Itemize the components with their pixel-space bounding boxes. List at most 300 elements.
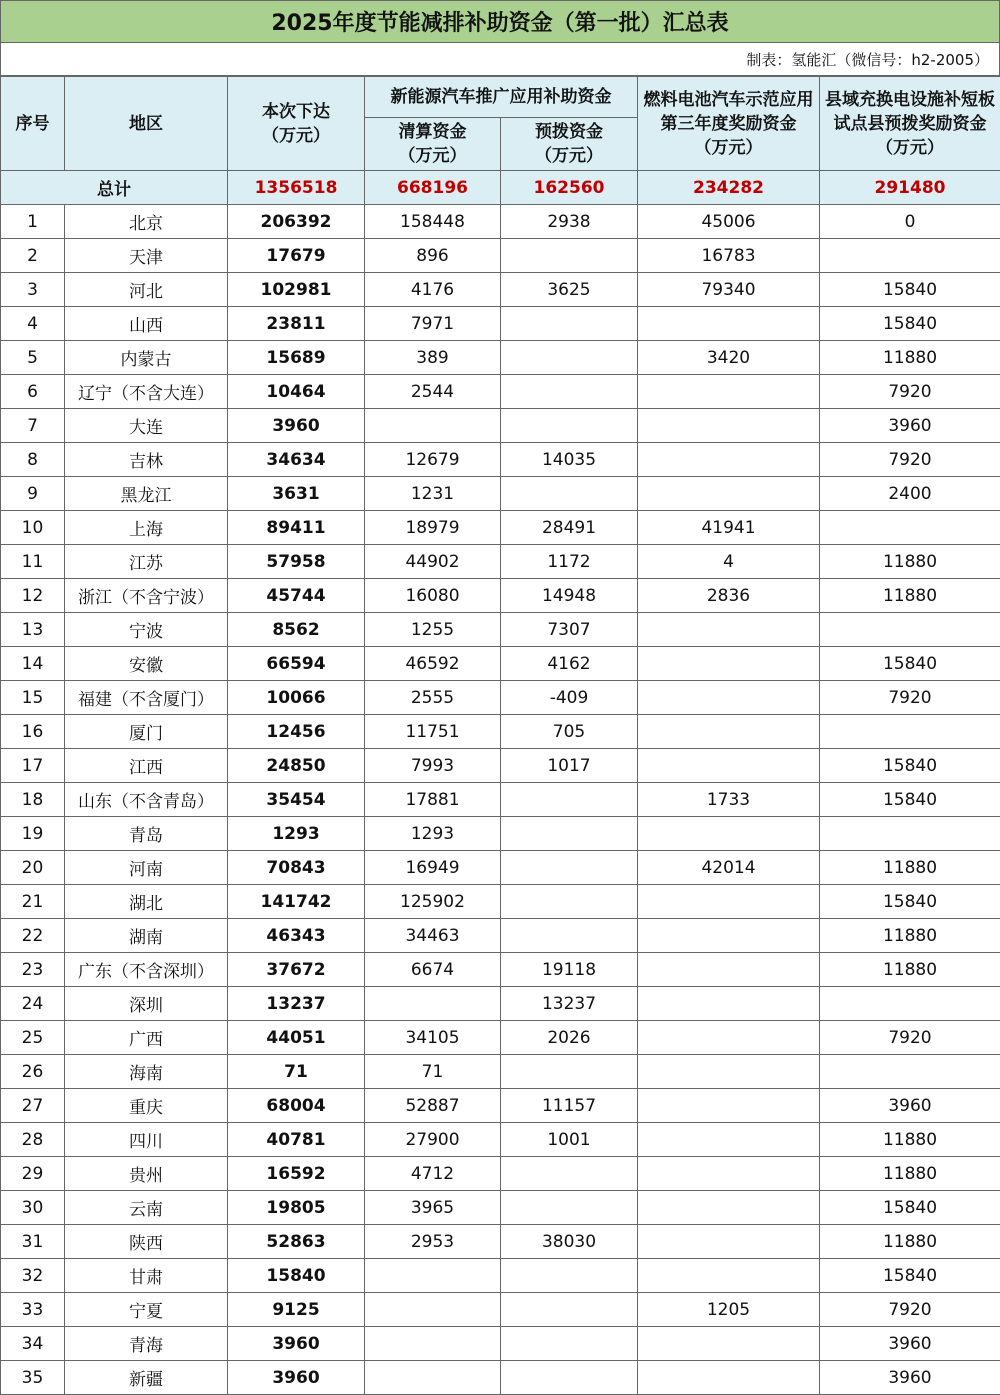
cell-nev-advance: 1001: [501, 1123, 638, 1157]
cell-fcv: [638, 613, 820, 647]
header-nev-advance: 预拨资金 （万元）: [501, 118, 638, 171]
cell-nev-settle: 4712: [365, 1157, 501, 1191]
cell-issued: 89411: [228, 511, 365, 545]
table-row: [1, 1225, 1000, 1259]
cell-nev-settle: 1293: [365, 817, 501, 851]
cell-fcv: [638, 1361, 820, 1395]
cell-region: 厦门: [65, 715, 228, 749]
cell-seq: 10: [1, 511, 65, 545]
cell-nev-settle: 389: [365, 341, 501, 375]
table-row: [1, 205, 1000, 239]
cell-nev-settle: 158448: [365, 205, 501, 239]
table-row: [1, 1191, 1000, 1225]
cell-region: 云南: [65, 1191, 228, 1225]
cell-seq: 31: [1, 1225, 65, 1259]
cell-nev-settle: 16080: [365, 579, 501, 613]
cell-nev-advance: 28491: [501, 511, 638, 545]
cell-region: 广东（不含深圳）: [65, 953, 228, 987]
table-row: [1, 1157, 1000, 1191]
cell-nev-advance: [501, 783, 638, 817]
cell-seq: 25: [1, 1021, 65, 1055]
table-row: [1, 715, 1000, 749]
cell-issued: 9125: [228, 1293, 365, 1327]
cell-fcv: [638, 681, 820, 715]
cell-county: 15840: [820, 273, 1000, 307]
table-row: [1, 851, 1000, 885]
total-nev-settle: 668196: [365, 171, 501, 205]
cell-fcv: [638, 1021, 820, 1055]
cell-nev-advance: [501, 239, 638, 273]
cell-nev-advance: 14948: [501, 579, 638, 613]
cell-county: 11880: [820, 919, 1000, 953]
table-row: [1, 919, 1000, 953]
cell-seq: 16: [1, 715, 65, 749]
cell-issued: 206392: [228, 205, 365, 239]
cell-region: 宁波: [65, 613, 228, 647]
cell-region: 四川: [65, 1123, 228, 1157]
cell-nev-advance: 1172: [501, 545, 638, 579]
cell-nev-advance: [501, 1259, 638, 1293]
cell-fcv: [638, 749, 820, 783]
table-row: [1, 885, 1000, 919]
cell-region: 重庆: [65, 1089, 228, 1123]
cell-county: 15840: [820, 1191, 1000, 1225]
credit-note: 制表：氢能汇（微信号：h2-2005）: [0, 43, 1000, 76]
total-label: 总计: [1, 171, 228, 205]
header-region: 地区: [65, 77, 228, 171]
cell-nev-advance: 14035: [501, 443, 638, 477]
cell-county: [820, 1055, 1000, 1089]
cell-seq: 11: [1, 545, 65, 579]
cell-nev-advance: 7307: [501, 613, 638, 647]
cell-fcv: [638, 987, 820, 1021]
cell-issued: 10066: [228, 681, 365, 715]
table-row: [1, 1123, 1000, 1157]
cell-region: 辽宁（不含大连）: [65, 375, 228, 409]
cell-fcv: [638, 919, 820, 953]
cell-nev-settle: 34463: [365, 919, 501, 953]
cell-region: 大连: [65, 409, 228, 443]
cell-nev-advance: 11157: [501, 1089, 638, 1123]
cell-nev-settle: 3965: [365, 1191, 501, 1225]
cell-region: 天津: [65, 239, 228, 273]
cell-region: 内蒙古: [65, 341, 228, 375]
cell-issued: 13237: [228, 987, 365, 1021]
cell-seq: 1: [1, 205, 65, 239]
cell-region: 吉林: [65, 443, 228, 477]
table-row: [1, 477, 1000, 511]
cell-region: 上海: [65, 511, 228, 545]
cell-county: 7920: [820, 443, 1000, 477]
table-row: [1, 1055, 1000, 1089]
table-row: [1, 749, 1000, 783]
cell-issued: 3960: [228, 1361, 365, 1395]
cell-nev-advance: [501, 1327, 638, 1361]
cell-issued: 15840: [228, 1259, 365, 1293]
table-header: [1, 77, 1000, 171]
cell-issued: 8562: [228, 613, 365, 647]
table-row: [1, 375, 1000, 409]
cell-nev-settle: 1231: [365, 477, 501, 511]
cell-county: 11880: [820, 1157, 1000, 1191]
cell-fcv: [638, 375, 820, 409]
cell-nev-advance: 4162: [501, 647, 638, 681]
cell-county: 15840: [820, 749, 1000, 783]
cell-issued: 34634: [228, 443, 365, 477]
cell-region: 安徽: [65, 647, 228, 681]
cell-seq: 6: [1, 375, 65, 409]
cell-issued: 10464: [228, 375, 365, 409]
cell-region: 江西: [65, 749, 228, 783]
cell-county: 11880: [820, 953, 1000, 987]
cell-county: 7920: [820, 375, 1000, 409]
cell-nev-advance: 13237: [501, 987, 638, 1021]
cell-county: 3960: [820, 1361, 1000, 1395]
cell-nev-advance: [501, 851, 638, 885]
cell-nev-advance: [501, 477, 638, 511]
table-row: [1, 647, 1000, 681]
cell-issued: 71: [228, 1055, 365, 1089]
cell-nev-settle: 46592: [365, 647, 501, 681]
header-nev-group: 新能源汽车推广应用补助资金: [365, 77, 638, 118]
table-row: [1, 1021, 1000, 1055]
cell-county: 15840: [820, 1259, 1000, 1293]
cell-fcv: 2836: [638, 579, 820, 613]
cell-nev-advance: [501, 885, 638, 919]
cell-region: 广西: [65, 1021, 228, 1055]
cell-nev-advance: [501, 1293, 638, 1327]
cell-region: 新疆: [65, 1361, 228, 1395]
cell-issued: 12456: [228, 715, 365, 749]
cell-county: [820, 715, 1000, 749]
table-row: [1, 273, 1000, 307]
table-row: [1, 409, 1000, 443]
table-row: [1, 1327, 1000, 1361]
sheet-title: 2025年度节能减排补助资金（第一批）汇总表: [0, 0, 1000, 43]
cell-region: 福建（不含厦门）: [65, 681, 228, 715]
cell-region: 河南: [65, 851, 228, 885]
cell-region: 黑龙江: [65, 477, 228, 511]
cell-county: 3960: [820, 1089, 1000, 1123]
cell-nev-advance: 1017: [501, 749, 638, 783]
cell-issued: 35454: [228, 783, 365, 817]
table-row: [1, 1361, 1000, 1395]
cell-nev-settle: [365, 1293, 501, 1327]
cell-nev-settle: 12679: [365, 443, 501, 477]
cell-nev-advance: [501, 817, 638, 851]
cell-county: 11880: [820, 851, 1000, 885]
cell-issued: 3960: [228, 1327, 365, 1361]
table-row: [1, 987, 1000, 1021]
cell-issued: 16592: [228, 1157, 365, 1191]
cell-seq: 4: [1, 307, 65, 341]
cell-fcv: 42014: [638, 851, 820, 885]
cell-region: 宁夏: [65, 1293, 228, 1327]
cell-nev-settle: 17881: [365, 783, 501, 817]
cell-issued: 70843: [228, 851, 365, 885]
cell-seq: 27: [1, 1089, 65, 1123]
cell-fcv: [638, 443, 820, 477]
cell-fcv: [638, 1157, 820, 1191]
table-row: [1, 817, 1000, 851]
header-issued: 本次下达 （万元）: [228, 77, 365, 171]
cell-region: 深圳: [65, 987, 228, 1021]
cell-seq: 8: [1, 443, 65, 477]
cell-fcv: [638, 1089, 820, 1123]
cell-seq: 15: [1, 681, 65, 715]
cell-fcv: 45006: [638, 205, 820, 239]
cell-fcv: [638, 953, 820, 987]
total-row: [1, 171, 1000, 205]
table-row: [1, 1089, 1000, 1123]
total-issued: 1356518: [228, 171, 365, 205]
cell-issued: 66594: [228, 647, 365, 681]
cell-seq: 30: [1, 1191, 65, 1225]
cell-fcv: [638, 1327, 820, 1361]
cell-nev-advance: [501, 375, 638, 409]
cell-seq: 18: [1, 783, 65, 817]
cell-seq: 21: [1, 885, 65, 919]
cell-county: [820, 613, 1000, 647]
cell-nev-advance: [501, 919, 638, 953]
cell-fcv: 16783: [638, 239, 820, 273]
cell-nev-advance: [501, 1055, 638, 1089]
header-seq: 序号: [1, 77, 65, 171]
cell-nev-advance: 2938: [501, 205, 638, 239]
cell-county: [820, 511, 1000, 545]
cell-seq: 17: [1, 749, 65, 783]
cell-fcv: 1733: [638, 783, 820, 817]
table-row: [1, 1293, 1000, 1327]
cell-nev-settle: 44902: [365, 545, 501, 579]
cell-nev-settle: 7993: [365, 749, 501, 783]
cell-fcv: 79340: [638, 273, 820, 307]
cell-nev-advance: 3625: [501, 273, 638, 307]
cell-seq: 24: [1, 987, 65, 1021]
cell-nev-settle: 27900: [365, 1123, 501, 1157]
cell-nev-settle: [365, 409, 501, 443]
cell-nev-settle: 896: [365, 239, 501, 273]
table-row: [1, 1259, 1000, 1293]
cell-region: 陕西: [65, 1225, 228, 1259]
cell-county: 2400: [820, 477, 1000, 511]
cell-fcv: [638, 1055, 820, 1089]
total-nev-advance: 162560: [501, 171, 638, 205]
cell-fcv: 41941: [638, 511, 820, 545]
table-row: [1, 579, 1000, 613]
table-row: [1, 443, 1000, 477]
cell-issued: 40781: [228, 1123, 365, 1157]
table-row: [1, 545, 1000, 579]
cell-nev-advance: 19118: [501, 953, 638, 987]
table-row: [1, 953, 1000, 987]
cell-county: 15840: [820, 647, 1000, 681]
cell-nev-settle: 2555: [365, 681, 501, 715]
cell-county: 0: [820, 205, 1000, 239]
cell-region: 浙江（不含宁波）: [65, 579, 228, 613]
cell-fcv: [638, 1225, 820, 1259]
cell-seq: 9: [1, 477, 65, 511]
cell-issued: 19805: [228, 1191, 365, 1225]
header-fcv: 燃料电池汽车示范应用第三年度奖励资金 （万元）: [638, 77, 820, 171]
cell-nev-advance: 38030: [501, 1225, 638, 1259]
cell-county: 3960: [820, 1327, 1000, 1361]
cell-fcv: [638, 409, 820, 443]
table-row: [1, 239, 1000, 273]
cell-seq: 13: [1, 613, 65, 647]
cell-seq: 20: [1, 851, 65, 885]
cell-seq: 2: [1, 239, 65, 273]
cell-fcv: [638, 715, 820, 749]
cell-seq: 22: [1, 919, 65, 953]
cell-nev-settle: 2544: [365, 375, 501, 409]
total-fcv: 234282: [638, 171, 820, 205]
cell-nev-advance: [501, 409, 638, 443]
table-row: [1, 783, 1000, 817]
cell-seq: 35: [1, 1361, 65, 1395]
cell-region: 河北: [65, 273, 228, 307]
cell-nev-advance: [501, 1157, 638, 1191]
cell-region: 青海: [65, 1327, 228, 1361]
cell-county: 15840: [820, 307, 1000, 341]
cell-nev-settle: 125902: [365, 885, 501, 919]
cell-fcv: 4: [638, 545, 820, 579]
table-row: [1, 307, 1000, 341]
cell-region: 贵州: [65, 1157, 228, 1191]
table-row: [1, 681, 1000, 715]
cell-fcv: [638, 885, 820, 919]
cell-county: 15840: [820, 783, 1000, 817]
cell-nev-settle: [365, 1259, 501, 1293]
cell-region: 山东（不含青岛）: [65, 783, 228, 817]
cell-nev-advance: [501, 307, 638, 341]
cell-county: [820, 239, 1000, 273]
cell-region: 湖南: [65, 919, 228, 953]
cell-fcv: [638, 1259, 820, 1293]
cell-nev-settle: [365, 1327, 501, 1361]
cell-issued: 44051: [228, 1021, 365, 1055]
cell-issued: 102981: [228, 273, 365, 307]
total-county: 291480: [820, 171, 1000, 205]
cell-county: 11880: [820, 1123, 1000, 1157]
cell-seq: 26: [1, 1055, 65, 1089]
cell-nev-settle: 4176: [365, 273, 501, 307]
cell-fcv: 1205: [638, 1293, 820, 1327]
cell-nev-advance: 705: [501, 715, 638, 749]
cell-fcv: [638, 647, 820, 681]
cell-seq: 23: [1, 953, 65, 987]
cell-fcv: 3420: [638, 341, 820, 375]
cell-county: 15840: [820, 885, 1000, 919]
header-nev-settle: 清算资金 （万元）: [365, 118, 501, 171]
table-row: [1, 613, 1000, 647]
table-body: [1, 171, 1000, 1395]
cell-issued: 45744: [228, 579, 365, 613]
cell-nev-settle: [365, 1361, 501, 1395]
cell-region: 青岛: [65, 817, 228, 851]
cell-seq: 7: [1, 409, 65, 443]
cell-issued: 3631: [228, 477, 365, 511]
cell-nev-settle: 7971: [365, 307, 501, 341]
cell-nev-settle: 1255: [365, 613, 501, 647]
cell-county: [820, 987, 1000, 1021]
cell-region: 海南: [65, 1055, 228, 1089]
cell-seq: 19: [1, 817, 65, 851]
cell-fcv: [638, 1191, 820, 1225]
table-row: [1, 341, 1000, 375]
header-county: 县域充换电设施补短板试点县预拨奖励资金（万元）: [820, 77, 1000, 171]
cell-issued: 57958: [228, 545, 365, 579]
cell-seq: 5: [1, 341, 65, 375]
cell-issued: 52863: [228, 1225, 365, 1259]
cell-nev-settle: 71: [365, 1055, 501, 1089]
cell-seq: 14: [1, 647, 65, 681]
cell-issued: 23811: [228, 307, 365, 341]
cell-county: 11880: [820, 579, 1000, 613]
cell-county: 11880: [820, 341, 1000, 375]
cell-region: 江苏: [65, 545, 228, 579]
cell-nev-settle: 2953: [365, 1225, 501, 1259]
cell-nev-settle: [365, 987, 501, 1021]
cell-issued: 17679: [228, 239, 365, 273]
cell-issued: 3960: [228, 409, 365, 443]
cell-nev-advance: [501, 1361, 638, 1395]
cell-fcv: [638, 1123, 820, 1157]
cell-region: 甘肃: [65, 1259, 228, 1293]
cell-seq: 12: [1, 579, 65, 613]
cell-region: 山西: [65, 307, 228, 341]
cell-county: 11880: [820, 545, 1000, 579]
cell-issued: 141742: [228, 885, 365, 919]
cell-seq: 33: [1, 1293, 65, 1327]
cell-issued: 68004: [228, 1089, 365, 1123]
cell-seq: 32: [1, 1259, 65, 1293]
cell-issued: 1293: [228, 817, 365, 851]
cell-fcv: [638, 307, 820, 341]
table-row: [1, 511, 1000, 545]
cell-nev-advance: [501, 1191, 638, 1225]
cell-seq: 34: [1, 1327, 65, 1361]
cell-fcv: [638, 817, 820, 851]
cell-nev-settle: 11751: [365, 715, 501, 749]
cell-issued: 37672: [228, 953, 365, 987]
cell-nev-settle: 34105: [365, 1021, 501, 1055]
cell-fcv: [638, 477, 820, 511]
cell-county: [820, 817, 1000, 851]
cell-county: 7920: [820, 681, 1000, 715]
cell-nev-settle: 16949: [365, 851, 501, 885]
cell-issued: 46343: [228, 919, 365, 953]
cell-county: 7920: [820, 1293, 1000, 1327]
cell-nev-advance: 2026: [501, 1021, 638, 1055]
cell-nev-advance: [501, 341, 638, 375]
cell-nev-settle: 6674: [365, 953, 501, 987]
cell-region: 湖北: [65, 885, 228, 919]
funding-table: [0, 76, 1000, 1395]
cell-county: 3960: [820, 409, 1000, 443]
cell-nev-settle: 18979: [365, 511, 501, 545]
cell-seq: 29: [1, 1157, 65, 1191]
cell-nev-advance: -409: [501, 681, 638, 715]
cell-county: 11880: [820, 1225, 1000, 1259]
cell-seq: 28: [1, 1123, 65, 1157]
cell-issued: 24850: [228, 749, 365, 783]
cell-issued: 15689: [228, 341, 365, 375]
cell-region: 北京: [65, 205, 228, 239]
cell-seq: 3: [1, 273, 65, 307]
cell-county: 7920: [820, 1021, 1000, 1055]
cell-nev-settle: 52887: [365, 1089, 501, 1123]
